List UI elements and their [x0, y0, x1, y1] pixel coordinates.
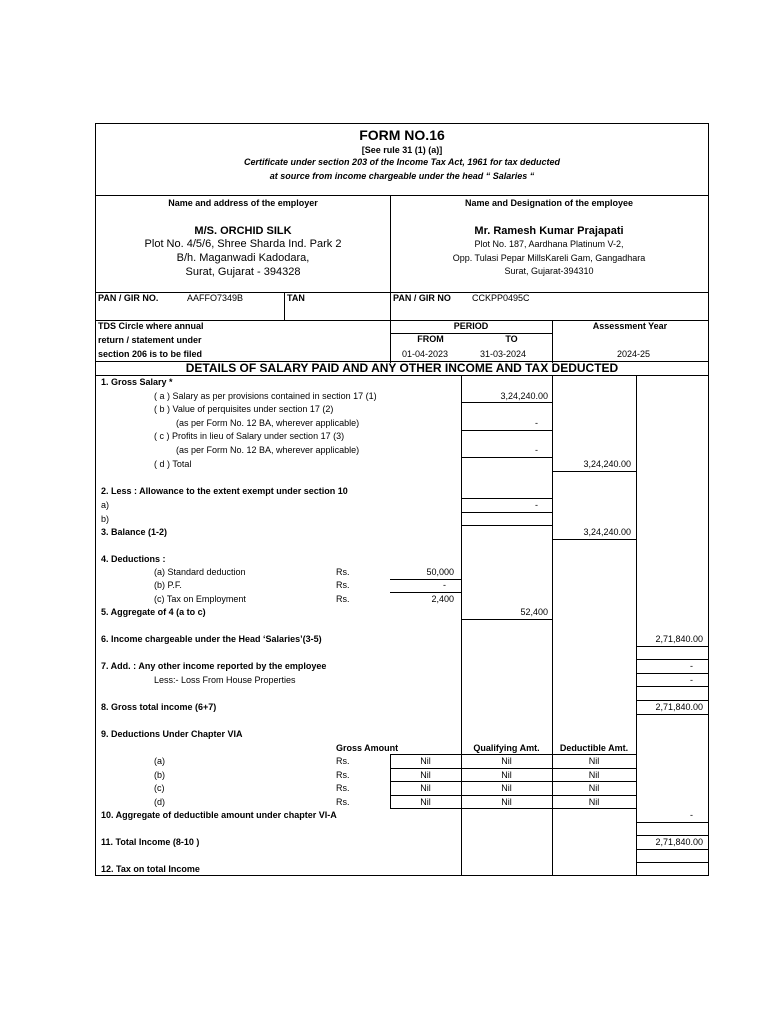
employee-address-line-2: Opp. Tulasi Pepar MillsKareli Gam, Gangadhara [452, 253, 646, 263]
deduction-b-value: - [443, 580, 446, 590]
form-title: FORM NO.16 [359, 127, 445, 143]
salary-a-label: ( a ) Salary as per provisions contained in section 17 (1) [154, 391, 377, 401]
tds-circle-line-1: TDS Circle where annual [98, 321, 204, 331]
total-income-label: 11. Total Income (8-10 ) [101, 837, 200, 847]
via-row-label: (a) [154, 756, 165, 766]
income-head-salaries-label: 6. Income chargeable under the Head ‘Salaries’(3-5) [101, 634, 322, 644]
employee-heading: Name and Designation of the employee [464, 198, 634, 208]
form-16 [95, 123, 709, 876]
pan-label-employee: PAN / GIR NO [393, 293, 451, 303]
rs-label: Rs. [336, 567, 350, 577]
employer-address-line-3: Surat, Gujarat - 394328 [185, 266, 301, 278]
deduction-c-value: 2,400 [431, 594, 454, 604]
salary-c-note: (as per Form No. 12 BA, wherever applicable) [176, 445, 360, 455]
deductible-amount-header: Deductible Amt. [559, 743, 629, 753]
chapter-via-heading: 9. Deductions Under Chapter VIA [101, 729, 243, 739]
divider [284, 292, 285, 320]
tds-circle-line-2: return / statement under [98, 335, 202, 345]
via-row-qualifying: Nil [501, 783, 512, 793]
via-row-label: (b) [154, 770, 165, 780]
via-row-rs: Rs. [336, 783, 350, 793]
gross-total-income-label: 8. Gross total income (6+7) [101, 702, 217, 712]
allowance-heading: 2. Less : Allowance to the extent exempt under section 10 [101, 486, 348, 496]
certificate-line-2: at source from income chargeable under the head “ Salaries “ [269, 171, 535, 181]
via-row-gross: Nil [420, 770, 431, 780]
via-row-rs: Rs. [336, 770, 350, 780]
balance-value: 3,24,240.00 [583, 527, 631, 537]
assessment-year-label: Assessment Year [592, 321, 668, 331]
salary-d-label: ( d ) Total [154, 459, 192, 469]
employer-address-line-1: Plot No. 4/5/6, Shree Sharda Ind. Park 2 [144, 238, 342, 250]
period-label: PERIOD [453, 321, 489, 331]
salary-b-note: (as per Form No. 12 BA, wherever applicable) [176, 418, 360, 428]
salary-a-value: 3,24,240.00 [500, 391, 548, 401]
gross-total-income-value: 2,71,840.00 [655, 702, 703, 712]
deductions-heading: 4. Deductions : [101, 554, 166, 564]
rs-label: Rs. [336, 580, 350, 590]
aggregate-via-value: - [690, 810, 693, 820]
details-title: DETAILS OF SALARY PAID AND ANY OTHER INCOME AND TAX DEDUCTED [185, 361, 619, 375]
via-row-deductible: Nil [588, 756, 600, 766]
assessment-year: 2024-25 [616, 349, 650, 359]
certificate-line-1: Certificate under section 203 of the Income Tax Act, 1961 for tax deducted [244, 157, 560, 167]
employer-name: M/S. ORCHID SILK [194, 225, 292, 237]
via-row-deductible: Nil [588, 783, 600, 793]
aggregate-via-label: 10. Aggregate of deductible amount under chapter VI-A [101, 810, 337, 820]
pan-employee: CCKPP0495C [472, 293, 530, 303]
deduction-b-label: (b) P.F. [154, 580, 182, 590]
tds-circle-line-3: section 206 is to be filed [98, 349, 203, 359]
divider [96, 375, 708, 376]
salary-d-value: 3,24,240.00 [583, 459, 631, 469]
income-head-salaries-value: 2,71,840.00 [655, 634, 703, 644]
rule-reference: [See rule 31 (1) (a)] [361, 145, 443, 155]
period-from: 01-04-2023 [401, 349, 449, 359]
employer-heading: Name and address of the employer [168, 198, 318, 208]
via-row-gross: Nil [420, 756, 431, 766]
allowance-a-value: - [535, 500, 538, 510]
via-row-qualifying: Nil [501, 756, 512, 766]
gross-amount-header: Gross Amount [336, 743, 399, 753]
allowance-b-label: b) [101, 514, 110, 524]
employer-address-line-2: B/h. Maganwadi Kadodara, [176, 252, 310, 264]
house-property-loss-value: - [690, 675, 693, 685]
salary-b-value: - [535, 418, 538, 428]
house-property-loss-label: Less:- Loss From House Properties [154, 675, 296, 685]
tax-on-total-income-label: 12. Tax on total Income [101, 864, 200, 874]
via-row-rs: Rs. [336, 756, 350, 766]
to-label: TO [505, 334, 518, 344]
period-to: 31-03-2024 [479, 349, 527, 359]
divider [390, 333, 552, 334]
column-line [636, 375, 637, 876]
via-row-qualifying: Nil [501, 797, 512, 807]
pan-employer: AAFFO7349B [187, 293, 244, 303]
allowance-a-label: a) [101, 500, 110, 510]
balance-label: 3. Balance (1-2) [101, 527, 168, 537]
via-row-label: (d) [154, 797, 165, 807]
via-row-label: (c) [154, 783, 165, 793]
deduction-a-value: 50,000 [426, 567, 454, 577]
tan-label: TAN [287, 293, 305, 303]
employee-name: Mr. Ramesh Kumar Prajapati [474, 225, 624, 237]
salary-b-label: ( b ) Value of perquisites under section 17 (2) [154, 404, 334, 414]
from-label: FROM [417, 334, 444, 344]
gross-salary-heading: 1. Gross Salary * [101, 377, 173, 387]
rs-label: Rs. [336, 594, 350, 604]
divider [96, 195, 708, 196]
aggregate-deductions-value: 52,400 [520, 607, 548, 617]
employee-address-line-1: Plot No. 187, Aardhana Platinum V-2, [474, 239, 624, 249]
other-income-value: - [690, 661, 693, 671]
pan-label: PAN / GIR NO. [98, 293, 159, 303]
deduction-c-label: (c) Tax on Employment [154, 594, 246, 604]
qualifying-amount-header: Qualifying Amt. [473, 743, 540, 753]
other-income-label: 7. Add. : Any other income reported by the employee [101, 661, 327, 671]
via-row-gross: Nil [420, 797, 431, 807]
via-row-qualifying: Nil [501, 770, 512, 780]
via-row-rs: Rs. [336, 797, 350, 807]
salary-c-label: ( c ) Profits in lieu of Salary under section 17 (3) [154, 431, 345, 441]
via-row-deductible: Nil [588, 797, 600, 807]
total-income-value: 2,71,840.00 [655, 837, 703, 847]
deduction-a-label: (a) Standard deduction [154, 567, 246, 577]
via-row-deductible: Nil [588, 770, 600, 780]
salary-c-value: - [535, 445, 538, 455]
via-row-gross: Nil [420, 783, 431, 793]
employee-address-line-3: Surat, Gujarat-394310 [504, 266, 594, 276]
aggregate-deductions-label: 5. Aggregate of 4 (a to c) [101, 607, 206, 617]
